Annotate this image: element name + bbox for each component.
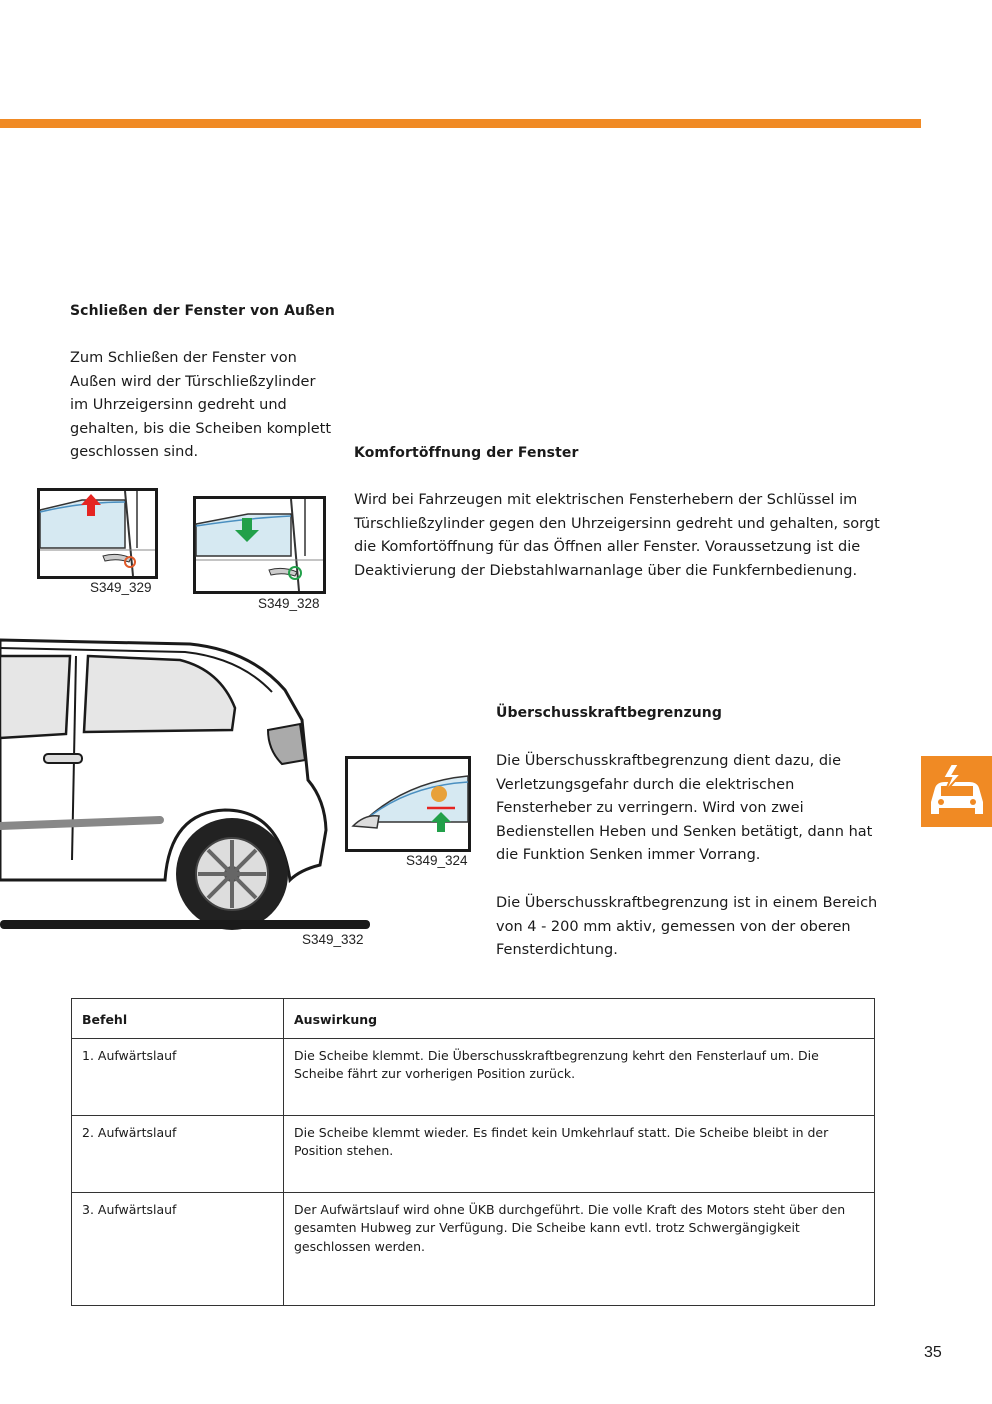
table-cell-effect: Die Scheibe klemmt. Die Überschusskraftbegrenzung kehrt den Fensterlauf um. Die Scheibe fährt zur vorherigen Position zurück. [284, 1038, 875, 1115]
figure-caption: S349_329 [90, 580, 152, 595]
close-windows-heading: Schließen der Fenster von Außen [70, 303, 335, 319]
table-cell-command: 3. Aufwärtslauf [72, 1192, 284, 1305]
chapter-tab [921, 756, 992, 827]
pinch-protection-text: Die Überschusskraftbegrenzung dient dazu, die Verletzungsgefahr durch die elektrischen Fensterheber zu verringern. Wird von zwei Bedienstellen Heben und Senken betätigt, dann hat die Funktion Senken immer Vorrang. [496, 753, 873, 863]
figure-window-up [37, 488, 158, 579]
figure-caption: S349_332 [302, 932, 364, 947]
comfort-opening-text: Wird bei Fahrzeugen mit elektrischen Fensterhebern der Schlüssel im Türschließzylinder gegen den Uhrzeigersinn gedreht und gehalten, sorgt die Komfortöffnung für das Öffnen aller Fenster. Voraussetzung ist die Deaktivierung der Diebstahlwarnanlage über die Funkfernbedienung. [354, 492, 880, 579]
figure-caption: S349_328 [258, 596, 320, 611]
column-header-command: Befehl [72, 999, 284, 1039]
comfort-opening-heading: Komfortöffnung der Fenster [354, 445, 579, 461]
page-number: 35 [924, 1344, 942, 1361]
column-header-effect: Auswirkung [284, 999, 875, 1039]
close-windows-text: Zum Schließen der Fenster von Außen wird der Türschließzylinder im Uhrzeigersinn gedreht und gehalten, bis die Scheiben komplett geschlossen sind. [70, 350, 332, 460]
table-cell-command: 2. Aufwärtslauf [72, 1115, 284, 1192]
pinch-protection-range-text: Die Überschusskraftbegrenzung ist in einem Bereich von 4 - 200 mm aktiv, gemessen von der oberen Fensterdichtung. [496, 895, 878, 958]
figure-pinch-protection [345, 756, 471, 852]
table-cell-command: 1. Aufwärtslauf [72, 1038, 284, 1115]
figure-caption: S349_324 [406, 853, 468, 868]
car-electric-icon [921, 756, 992, 827]
table-cell-effect: Der Aufwärtslauf wird ohne ÜKB durchgeführt. Die volle Kraft des Motors steht über den gesamten Hubweg zur Verfügung. Die Scheibe kann evtl. trotz Schwergängigkeit geschlossen werden. [284, 1192, 875, 1305]
figure-window-down [193, 496, 326, 594]
table-row [72, 1115, 875, 1192]
header-accent-bar [0, 119, 921, 128]
table-row [72, 1038, 875, 1115]
table-cell-effect: Die Scheibe klemmt wieder. Es findet kein Umkehrlauf statt. Die Scheibe bleibt in der Position stehen. [284, 1115, 875, 1192]
pinch-protection-heading: Überschusskraftbegrenzung [496, 705, 722, 721]
table-row [72, 1192, 875, 1305]
figure-car-side [0, 630, 372, 932]
command-table [71, 998, 875, 1306]
table-header-row [72, 999, 875, 1039]
